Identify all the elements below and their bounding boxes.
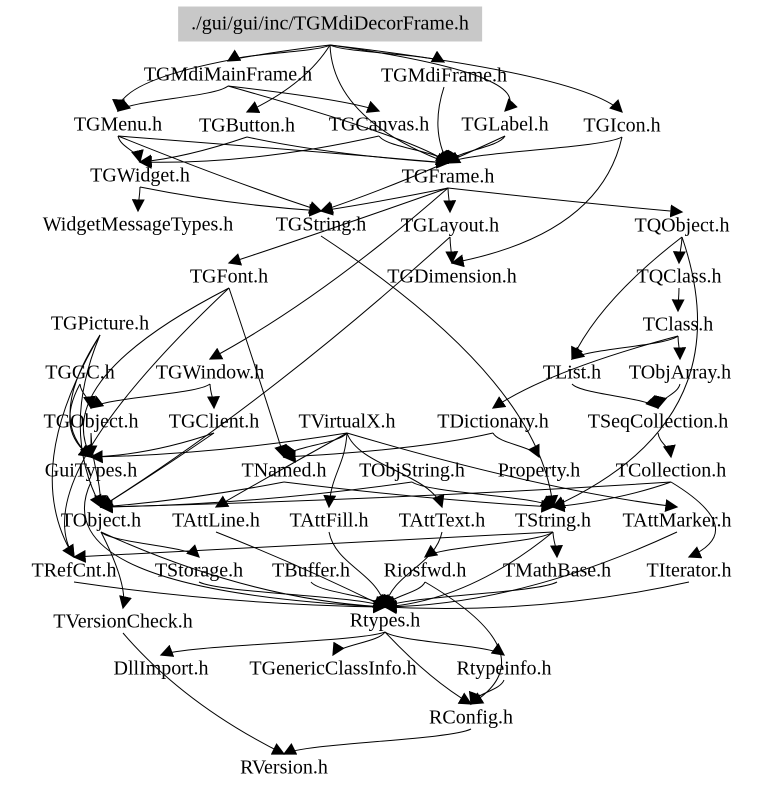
graph-node-dllimport-h[interactable]: DllImport.h bbox=[113, 657, 209, 680]
graph-node-tgwidget-h[interactable]: TGWidget.h bbox=[90, 164, 190, 187]
graph-node-riosfwd-h[interactable]: Riosfwd.h bbox=[383, 559, 467, 582]
graph-node-tqclass-h[interactable]: TQClass.h bbox=[636, 265, 722, 288]
graph-node-tglabel-h[interactable]: TGLabel.h bbox=[461, 113, 549, 136]
graph-node-tobjarray-h[interactable]: TObjArray.h bbox=[628, 361, 732, 384]
edge-tvirtualx-h-to-tattfill-h bbox=[329, 433, 347, 507]
graph-node-tvirtualx-h[interactable]: TVirtualX.h bbox=[298, 410, 396, 433]
graph-root-node[interactable]: ./gui/gui/inc/TGMdiDecorFrame.h bbox=[178, 7, 482, 42]
graph-node-tobjstring-h[interactable]: TObjString.h bbox=[359, 459, 465, 482]
edge-tqclass-h-to-tclass-h bbox=[678, 288, 679, 311]
graph-node-tnamed-h[interactable]: TNamed.h bbox=[241, 459, 327, 482]
graph-node-guitypes-h[interactable]: GuiTypes.h bbox=[44, 459, 138, 482]
edge-tgwidget-h-to-tgstring-h bbox=[140, 187, 321, 211]
graph-node-rtypeinfo-h[interactable]: Rtypeinfo.h bbox=[456, 657, 552, 680]
edge-tgwindow-h-to-tgclient-h bbox=[210, 384, 214, 408]
graph-node-tlist-h[interactable]: TList.h bbox=[542, 361, 602, 384]
graph-node-tqobject-h[interactable]: TQObject.h bbox=[634, 214, 730, 237]
edge-tgmdiframe-h-to-tgframe-h bbox=[438, 87, 448, 163]
graph-node-tgenericclassinfo-h[interactable]: TGenericClassInfo.h bbox=[249, 657, 417, 680]
graph-node-trefcnt-h[interactable]: TRefCnt.h bbox=[31, 559, 117, 582]
graph-node-tgframe-h[interactable]: TGFrame.h bbox=[401, 165, 495, 188]
edge-rtypes-h-to-rtypeinfo-h bbox=[385, 632, 504, 655]
graph-node-tmathbase-h[interactable]: TMathBase.h bbox=[502, 559, 612, 582]
graph-node-tggc-h[interactable]: TGGC.h bbox=[45, 361, 115, 384]
edge-tgframe-h-to-tgstring-h bbox=[321, 188, 448, 211]
graph-node-tstorage-h[interactable]: TStorage.h bbox=[154, 559, 244, 582]
edge-tobjstring-h-to-tstring-h bbox=[412, 482, 553, 507]
graph-node-tattfill-h[interactable]: TAttFill.h bbox=[289, 509, 369, 532]
graph-node-tattmarker-h[interactable]: TAttMarker.h bbox=[622, 509, 732, 532]
edge-tgframe-h-to-tqobject-h bbox=[448, 188, 682, 212]
graph-node-tgpicture-h[interactable]: TGPicture.h bbox=[50, 312, 150, 335]
edge-rconfig-h-to-rversion-h bbox=[284, 729, 471, 754]
graph-node-tgmenu-h[interactable]: TGMenu.h bbox=[73, 113, 163, 136]
graph-node-tgclient-h[interactable]: TGClient.h bbox=[168, 410, 260, 433]
graph-node-tgcanvas-h[interactable]: TGCanvas.h bbox=[328, 113, 430, 136]
edge-tobjstring-h-to-tobject-h bbox=[101, 482, 412, 507]
graph-node-tstring-h[interactable]: TString.h bbox=[514, 509, 592, 532]
edge-rtypes-h-to-tgenericclassinfo-h bbox=[333, 632, 385, 655]
graph-node-widgetmessagetypes-h[interactable]: WidgetMessageTypes.h bbox=[42, 213, 234, 236]
graph-node-tdictionary-h[interactable]: TDictionary.h bbox=[437, 410, 549, 433]
edge-tnamed-h-to-tobject-h bbox=[101, 482, 284, 507]
graph-node-titerator-h[interactable]: TIterator.h bbox=[646, 559, 732, 582]
edge-tstring-h-to-trefcnt-h bbox=[74, 532, 553, 557]
graph-node-tgfont-h[interactable]: TGFont.h bbox=[189, 265, 269, 288]
graph-node-tgbutton-h[interactable]: TGButton.h bbox=[198, 114, 296, 137]
graph-node-tglayout-h[interactable]: TGLayout.h bbox=[400, 214, 500, 237]
edge-tgbutton-h-to-tgwidget-h bbox=[140, 137, 247, 162]
graph-node-tgmdiframe-h[interactable]: TGMdiFrame.h bbox=[380, 64, 508, 87]
graph-node-tbuffer-h[interactable]: TBuffer.h bbox=[272, 559, 350, 582]
graph-node-tgmdimainframe-h[interactable]: TGMdiMainFrame.h bbox=[143, 63, 313, 86]
graph-node-property-h[interactable]: Property.h bbox=[497, 459, 581, 482]
graph-node-tversioncheck-h[interactable]: TVersionCheck.h bbox=[53, 610, 193, 633]
graph-node-tobject-h[interactable]: TObject.h bbox=[60, 509, 142, 532]
edge-tlist-h-to-tseqcollection-h bbox=[572, 384, 658, 408]
edge-tstorage-h-to-rtypes-h bbox=[199, 582, 385, 607]
graph-node-rconfig-h[interactable]: RConfig.h bbox=[429, 706, 513, 729]
graph-node-tgicon-h[interactable]: TGIcon.h bbox=[583, 114, 661, 137]
graph-node-rtypes-h[interactable]: Rtypes.h bbox=[349, 609, 421, 632]
graph-node-tcollection-h[interactable]: TCollection.h bbox=[615, 459, 727, 482]
graph-node-tgstring-h[interactable]: TGString.h bbox=[275, 213, 367, 236]
edge-rtypes-h-to-dllimport-h bbox=[161, 632, 385, 655]
graph-node-tgobject-h[interactable]: TGObject.h bbox=[43, 410, 139, 433]
graph-node-rversion-h[interactable]: RVersion.h bbox=[240, 756, 328, 779]
edge-tgwidget-h-to-widgetmessagetypes-h bbox=[138, 187, 140, 211]
edge-gui-gui-inc-tgmdidecorframe-h-to-tgmdimainframe-h bbox=[228, 45, 330, 61]
graph-node-tatttext-h[interactable]: TAttText.h bbox=[398, 509, 486, 532]
edge-tgframe-h-to-tglayout-h bbox=[448, 188, 450, 212]
edge-riosfwd-h-to-rtypes-h bbox=[385, 582, 425, 607]
graph-node-tclass-h[interactable]: TClass.h bbox=[642, 313, 714, 336]
graph-node-tgwindow-h[interactable]: TGWindow.h bbox=[155, 361, 265, 384]
graph-node-tgdimension-h[interactable]: TGDimension.h bbox=[387, 265, 517, 288]
edge-tqobject-h-to-tqclass-h bbox=[679, 237, 682, 263]
edge-tdictionary-h-to-property-h bbox=[493, 433, 539, 457]
edge-tgwindow-h-to-tgobject-h bbox=[91, 384, 210, 408]
edge-tstring-h-to-tmathbase-h bbox=[553, 532, 557, 557]
edge-tnamed-h-to-tstring-h bbox=[284, 482, 553, 507]
edge-tseqcollection-h-to-tcollection-h bbox=[658, 433, 671, 457]
edge-tversioncheck-h-to-rversion-h bbox=[123, 633, 284, 754]
edge-tclass-h-to-tobjarray-h bbox=[678, 336, 680, 359]
edge-tglayout-h-to-tgdimension-h bbox=[450, 237, 452, 263]
graph-node-tseqcollection-h[interactable]: TSeqCollection.h bbox=[587, 410, 729, 433]
edge-tclass-h-to-tlist-h bbox=[572, 336, 678, 359]
graph-node-tattline-h[interactable]: TAttLine.h bbox=[172, 509, 260, 532]
